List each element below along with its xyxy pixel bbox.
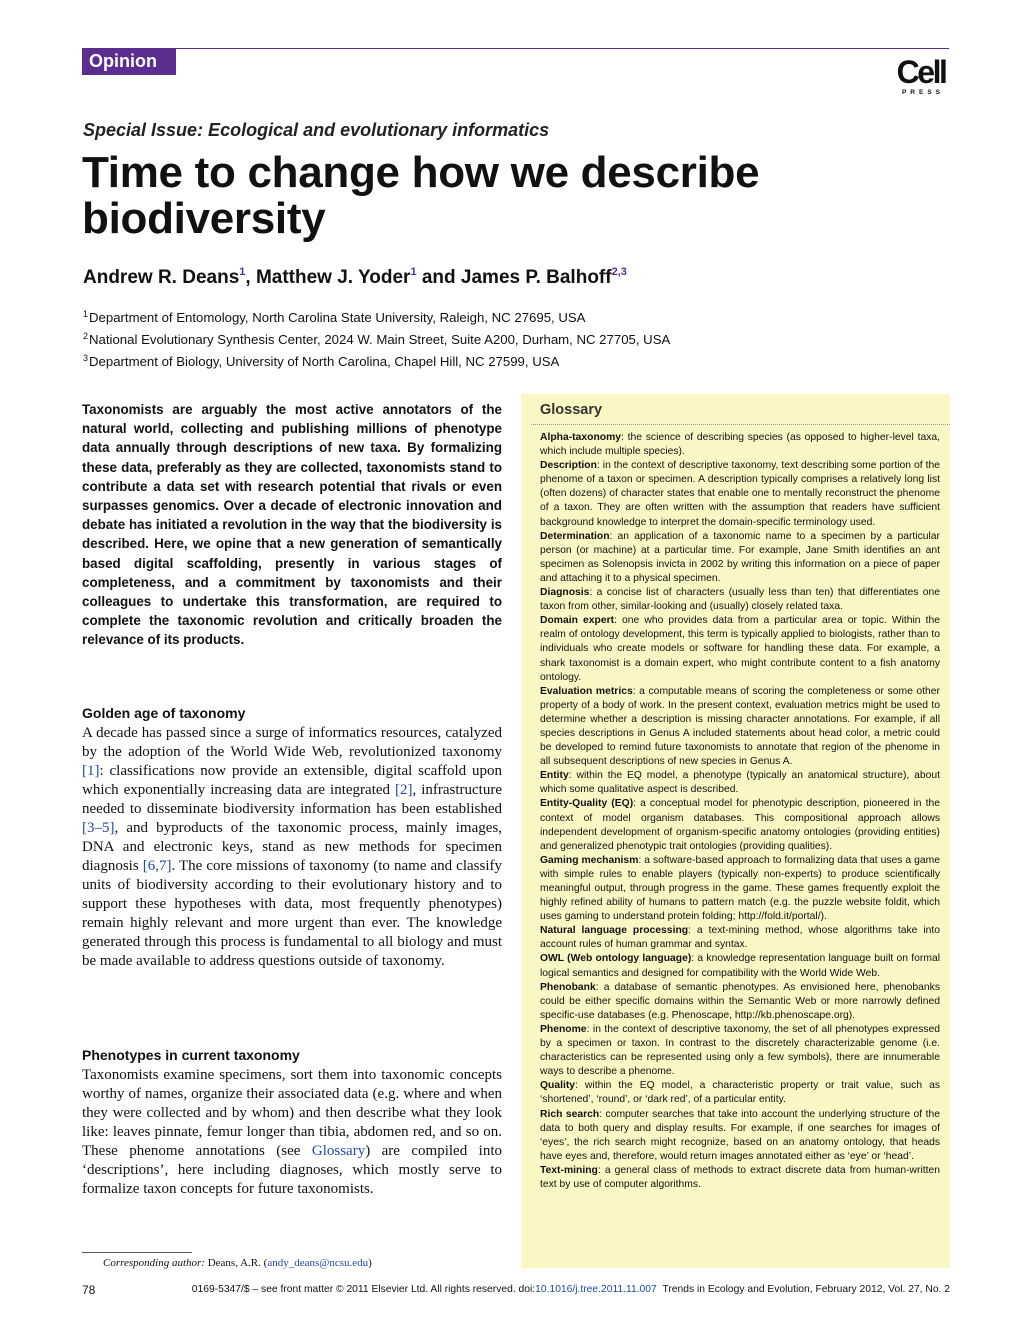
- section-heading-golden-age: Golden age of taxonomy: [82, 705, 246, 721]
- corresponding-email-link[interactable]: andy_deans@ncsu.edu: [267, 1257, 369, 1269]
- glossary-divider: [531, 424, 950, 425]
- glossary-term: Entity: [540, 770, 569, 782]
- glossary-definition: in the context of descriptive taxonomy, text describing some portion of the phenome of a taxon or specimen. A description typically comprises a relatively long list (often dozens) of character states that enable one to mentally reconstruct the phenome of a taxon. They are often written with the assumption that readers have sufficient background knowledge to interpret the domain-specific terminology used.: [540, 460, 941, 528]
- glossary-entry: [540, 459, 940, 529]
- author-separator: ,: [245, 267, 256, 288]
- glossary-term: Entity-Quality (EQ): [540, 798, 634, 810]
- glossary-entry: [540, 1023, 940, 1079]
- affiliation-item: [83, 305, 670, 327]
- logo-subtext: PRESS: [901, 89, 945, 96]
- glossary-definition: a general class of methods to extract discrete data from human-written text by use of computer algorithms.: [540, 1164, 941, 1190]
- author-name: Andrew R. Deans: [83, 267, 240, 288]
- author-separator: and: [416, 267, 461, 288]
- glossary-colon: :: [589, 587, 597, 599]
- reference-link[interactable]: [6,7]: [142, 858, 172, 874]
- glossary-term: Natural language processing: [540, 925, 689, 937]
- glossary-definition: within the EQ model, a characteristic property or trait value, such as ‘shortened’, ‘round’, or ‘dark red’, of a particular entity.: [540, 1080, 940, 1106]
- footnote-rule: [82, 1252, 192, 1253]
- affiliation-list: [83, 305, 670, 371]
- affiliation-text: Department of Entomology, North Carolina State University, Raleigh, NC 27695, USA: [89, 310, 586, 325]
- cell-press-logo: [890, 54, 952, 96]
- abstract: Taxonomists are arguably the most active annotators of the natural world, collecting and publishing millions of phenotype data annually through descriptions of new taxa. By formalizing these data, preferably as they are collected, taxonomists stand to contribute a data set with research potential that rivals or even surpasses genomics. Over a decade of electronic innovation and debate has initiated a revolution in the way that the biodiversity is described. Here, we opine that a new generation of semantically based digital scaffolding, presently in various stages of completeness, and a commitment by taxonomists and their colleagues to undertake this transformation, are required to complete the taxonomic revolution and critically broaden the relevance of its products.: [82, 402, 502, 648]
- footer-citation: [192, 1284, 950, 1295]
- glossary-term: Alpha-taxonomy: [540, 432, 622, 443]
- page-number: 78: [82, 1283, 96, 1297]
- affiliation-number: 3: [83, 353, 89, 363]
- logo-text: Cell: [896, 54, 946, 90]
- glossary-term: Description: [540, 460, 597, 472]
- glossary-term: Gaming mechanism: [540, 854, 639, 866]
- glossary-definition: an application of a taxonomic name to a specimen by a particular person (or machine) at a particular time. For example, Jane Smith identifies an ant specimen as Solenopsis invicta in 2002 by writing this information on a piece of paper and attaching it to a physical specimen.: [540, 530, 941, 584]
- author-affiliation-marker: 2,3: [611, 266, 627, 278]
- affiliation-text: National Evolutionary Synthesis Center, 2024 W. Main Street, Suite A200, Durham, NC 27705, USA: [89, 332, 671, 347]
- glossary-definition: one who provides data from a particular area or topic. Within the realm of ontology development, this term is typically applied to biologists, rather than to individuals who create models or software for handling these data. For example, a shark taxonomist is a domain expert, who might contribute content to a fish anatomy ontology.: [540, 615, 941, 683]
- glossary-colon: :: [691, 953, 698, 965]
- glossary-entry: [540, 530, 940, 586]
- glossary-box: [521, 394, 950, 1268]
- body-text-run: Taxonomists examine specimens, sort them into taxonomic concepts worthy of names, organize their associated data (e.g. where and when they were collected and by whom) and then describe what they look like: leaves pinnate, femur longer than tibia, abdomen red, and so on. These phenome annotations (see: [82, 1067, 502, 1159]
- glossary-colon: :: [621, 432, 628, 443]
- affiliation-number: 1: [83, 309, 89, 319]
- section-body-golden-age: [82, 724, 502, 971]
- glossary-definition: a text-mining method, whose algorithms take into account rules of human grammar and syntax.: [540, 925, 940, 951]
- footer-journal: Trends in Ecology and Evolution, February 2012, Vol. 27, No. 2: [662, 1284, 950, 1295]
- article-title: Time to change how we describe biodiversity: [82, 148, 760, 243]
- glossary-colon: :: [595, 981, 604, 993]
- author-list: [83, 266, 627, 289]
- glossary-colon: :: [575, 1080, 585, 1092]
- glossary-colon: :: [586, 1023, 593, 1035]
- affiliation-item: [83, 349, 670, 371]
- glossary-entry: [540, 685, 940, 770]
- reference-link[interactable]: [1]: [82, 763, 100, 779]
- author-name: James P. Balhoff: [460, 267, 612, 288]
- glossary-definition: a concise list of characters (usually less than ten) that differentiates one taxon from other, similar-looking and (usually) closely related taxa.: [540, 587, 940, 613]
- body-text-run: A decade has passed since a surge of informatics resources, catalyzed by the adoption of the World Wide Web, revolutionized taxonomy: [82, 725, 502, 760]
- glossary-colon: :: [597, 1164, 605, 1176]
- glossary-definition: a database of semantic phenotypes. As envisioned here, phenobanks could be either specific domains within the Semantic Web or more narrowly defined specific-use databases (e.g. Phenoscape, http://kb.phenoscape.org).: [540, 981, 940, 1021]
- section-heading-phenotypes: Phenotypes in current taxonomy: [82, 1047, 300, 1063]
- glossary-colon: :: [609, 530, 618, 542]
- glossary-colon: :: [599, 1108, 606, 1120]
- header-rule: [176, 48, 949, 49]
- glossary-term: Phenome: [540, 1023, 587, 1035]
- glossary-colon: :: [614, 615, 623, 627]
- glossary-entry: [540, 854, 940, 924]
- reference-link[interactable]: [2]: [394, 782, 413, 798]
- glossary-term: OWL (Web ontology language): [540, 953, 692, 965]
- footer-copyright: 0169-5347/$ – see front matter © 2011 Elsevier Ltd. All rights reserved. doi:: [191, 1284, 536, 1295]
- body-text-run: , and byproducts of the taxonomic process, mainly images, DNA and electronic keys, stand as new methods for specimen diagnosis: [82, 820, 502, 874]
- affiliation-item: [83, 327, 670, 349]
- glossary-entry: [540, 952, 940, 980]
- reference-link[interactable]: Glossary: [311, 1143, 366, 1159]
- glossary-definition: in the context of descriptive taxonomy, the set of all phenotypes expressed by a specimen or taxon. In contrast to the discretely characterizable genome (i.e. characteristics can be represented using only a few symbols), there are innumerable ways to describe a phenome.: [540, 1023, 940, 1078]
- glossary-entry: [540, 614, 940, 684]
- body-text-run: ) are compiled into ‘descriptions’, here including diagnoses, which mostly serve to formalize taxon concepts for future taxonomists.: [82, 1143, 502, 1197]
- glossary-term: Determination: [540, 530, 610, 542]
- glossary-definition: within the EQ model, a phenotype (typically an anatomical structure), about which some qualitative aspect is described.: [540, 770, 941, 796]
- glossary-term: Domain expert: [540, 615, 615, 627]
- corresponding-label: Corresponding author:: [103, 1257, 205, 1269]
- glossary-colon: :: [633, 798, 641, 810]
- glossary-definition: a software-based approach to formalizing data that uses a game with simple rules to enable players (typically non-experts) to produce scientifically meaningful output, through progress in the game. These games frequently exploit the highly refined ability of humans to pattern match (e.g. the puzzle website foldit, which uses gaming to understand protein folding; http://fold.it/portal/).: [540, 854, 941, 923]
- glossary-entry: [540, 924, 940, 952]
- section-label: Opinion: [82, 48, 176, 75]
- body-text-run: , infrastructure needed to disseminate biodiversity information has been established: [82, 782, 502, 817]
- corresponding-author: Corresponding author: Deans, A.R. (andy_deans@ncsu.edu): [103, 1257, 372, 1269]
- reference-link[interactable]: [3–5]: [82, 820, 115, 836]
- affiliation-number: 2: [83, 331, 89, 341]
- glossary-term: Phenobank: [540, 981, 596, 993]
- glossary-definition: the science of describing species (as opposed to higher-level taxa, which include multiple species).: [540, 432, 940, 458]
- glossary-term: Quality: [540, 1080, 576, 1092]
- glossary-title: Glossary: [540, 402, 603, 418]
- special-issue-label: Special Issue: Ecological and evolutionary informatics: [83, 120, 550, 140]
- glossary-entry: [540, 797, 940, 853]
- glossary-entry: [540, 981, 940, 1023]
- glossary-entry: [540, 431, 940, 459]
- glossary-term: Text-mining: [540, 1164, 598, 1176]
- glossary-definition: a conceptual model for phenotypic description, pioneered in the context of model organism databases. This compositional approach allows independent development of organism-specific anatomy ontologies (providing entities) and generalized phenotypic trait ontologies (providing qualities).: [540, 798, 941, 852]
- glossary-colon: :: [632, 685, 640, 697]
- section-body-phenotypes: [82, 1066, 502, 1199]
- glossary-colon: :: [596, 460, 603, 472]
- glossary-entry: [540, 1164, 940, 1192]
- glossary-entry: [540, 1108, 940, 1164]
- glossary-term: Evaluation metrics: [540, 685, 633, 697]
- glossary-definition: a computable means of scoring the completeness or some other property of a body of work. In the present context, evaluation metrics might be used to determine whether a description is missing character annotations. For example, if all species descriptions in Genus A included statements about head color, a metric could be developed to remind future taxonomists to annotate that region of the phenome in all subsequent descriptions of new species in Genus A.: [540, 685, 940, 768]
- body-text-run: . The core missions of taxonomy (to name and classify units of biodiversity according to their evolutionary history and to support these hypotheses with data, most frequently phenotypes) remain highly relevant and more urgent than ever. The knowledge generated through this process is fundamental to all biology and must be made available to address questions outside of taxonomy.: [82, 858, 502, 969]
- glossary-colon: :: [688, 925, 697, 937]
- glossary-entry: [540, 769, 940, 797]
- doi-link[interactable]: 10.1016/j.tree.2011.11.007: [535, 1284, 657, 1295]
- glossary-colon: :: [568, 770, 577, 782]
- author-affiliation-marker: 1: [239, 266, 246, 278]
- glossary-entry: [540, 586, 940, 614]
- affiliation-text: Department of Biology, University of North Carolina, Chapel Hill, NC 27599, USA: [89, 354, 560, 369]
- glossary-definition: a knowledge representation language built on formal logical semantics and designed for compatibility with the World Wide Web.: [540, 953, 940, 979]
- glossary-colon: :: [638, 854, 645, 866]
- glossary-entry: [540, 1079, 940, 1107]
- glossary-term: Rich search: [540, 1108, 600, 1120]
- body-text-run: : classifications now provide an extensible, digital scaffold upon which exponentially increasing data are integrated: [82, 763, 502, 798]
- glossary-entries: [540, 431, 940, 1192]
- author-affiliation-marker: 1: [410, 266, 417, 278]
- corresponding-name: Deans, A.R.: [207, 1257, 261, 1269]
- glossary-definition: computer searches that take into account the underlying structure of the data to both query and display results. For example, if one searches for images of ‘eyes’, the rich search might recognize, based on an anatomy ontology, that heads have eyes and, therefore, would return images annotated either as ‘eye’ or ‘head’.: [540, 1108, 940, 1162]
- glossary-term: Diagnosis: [540, 587, 590, 599]
- author-name: Matthew J. Yoder: [255, 267, 411, 288]
